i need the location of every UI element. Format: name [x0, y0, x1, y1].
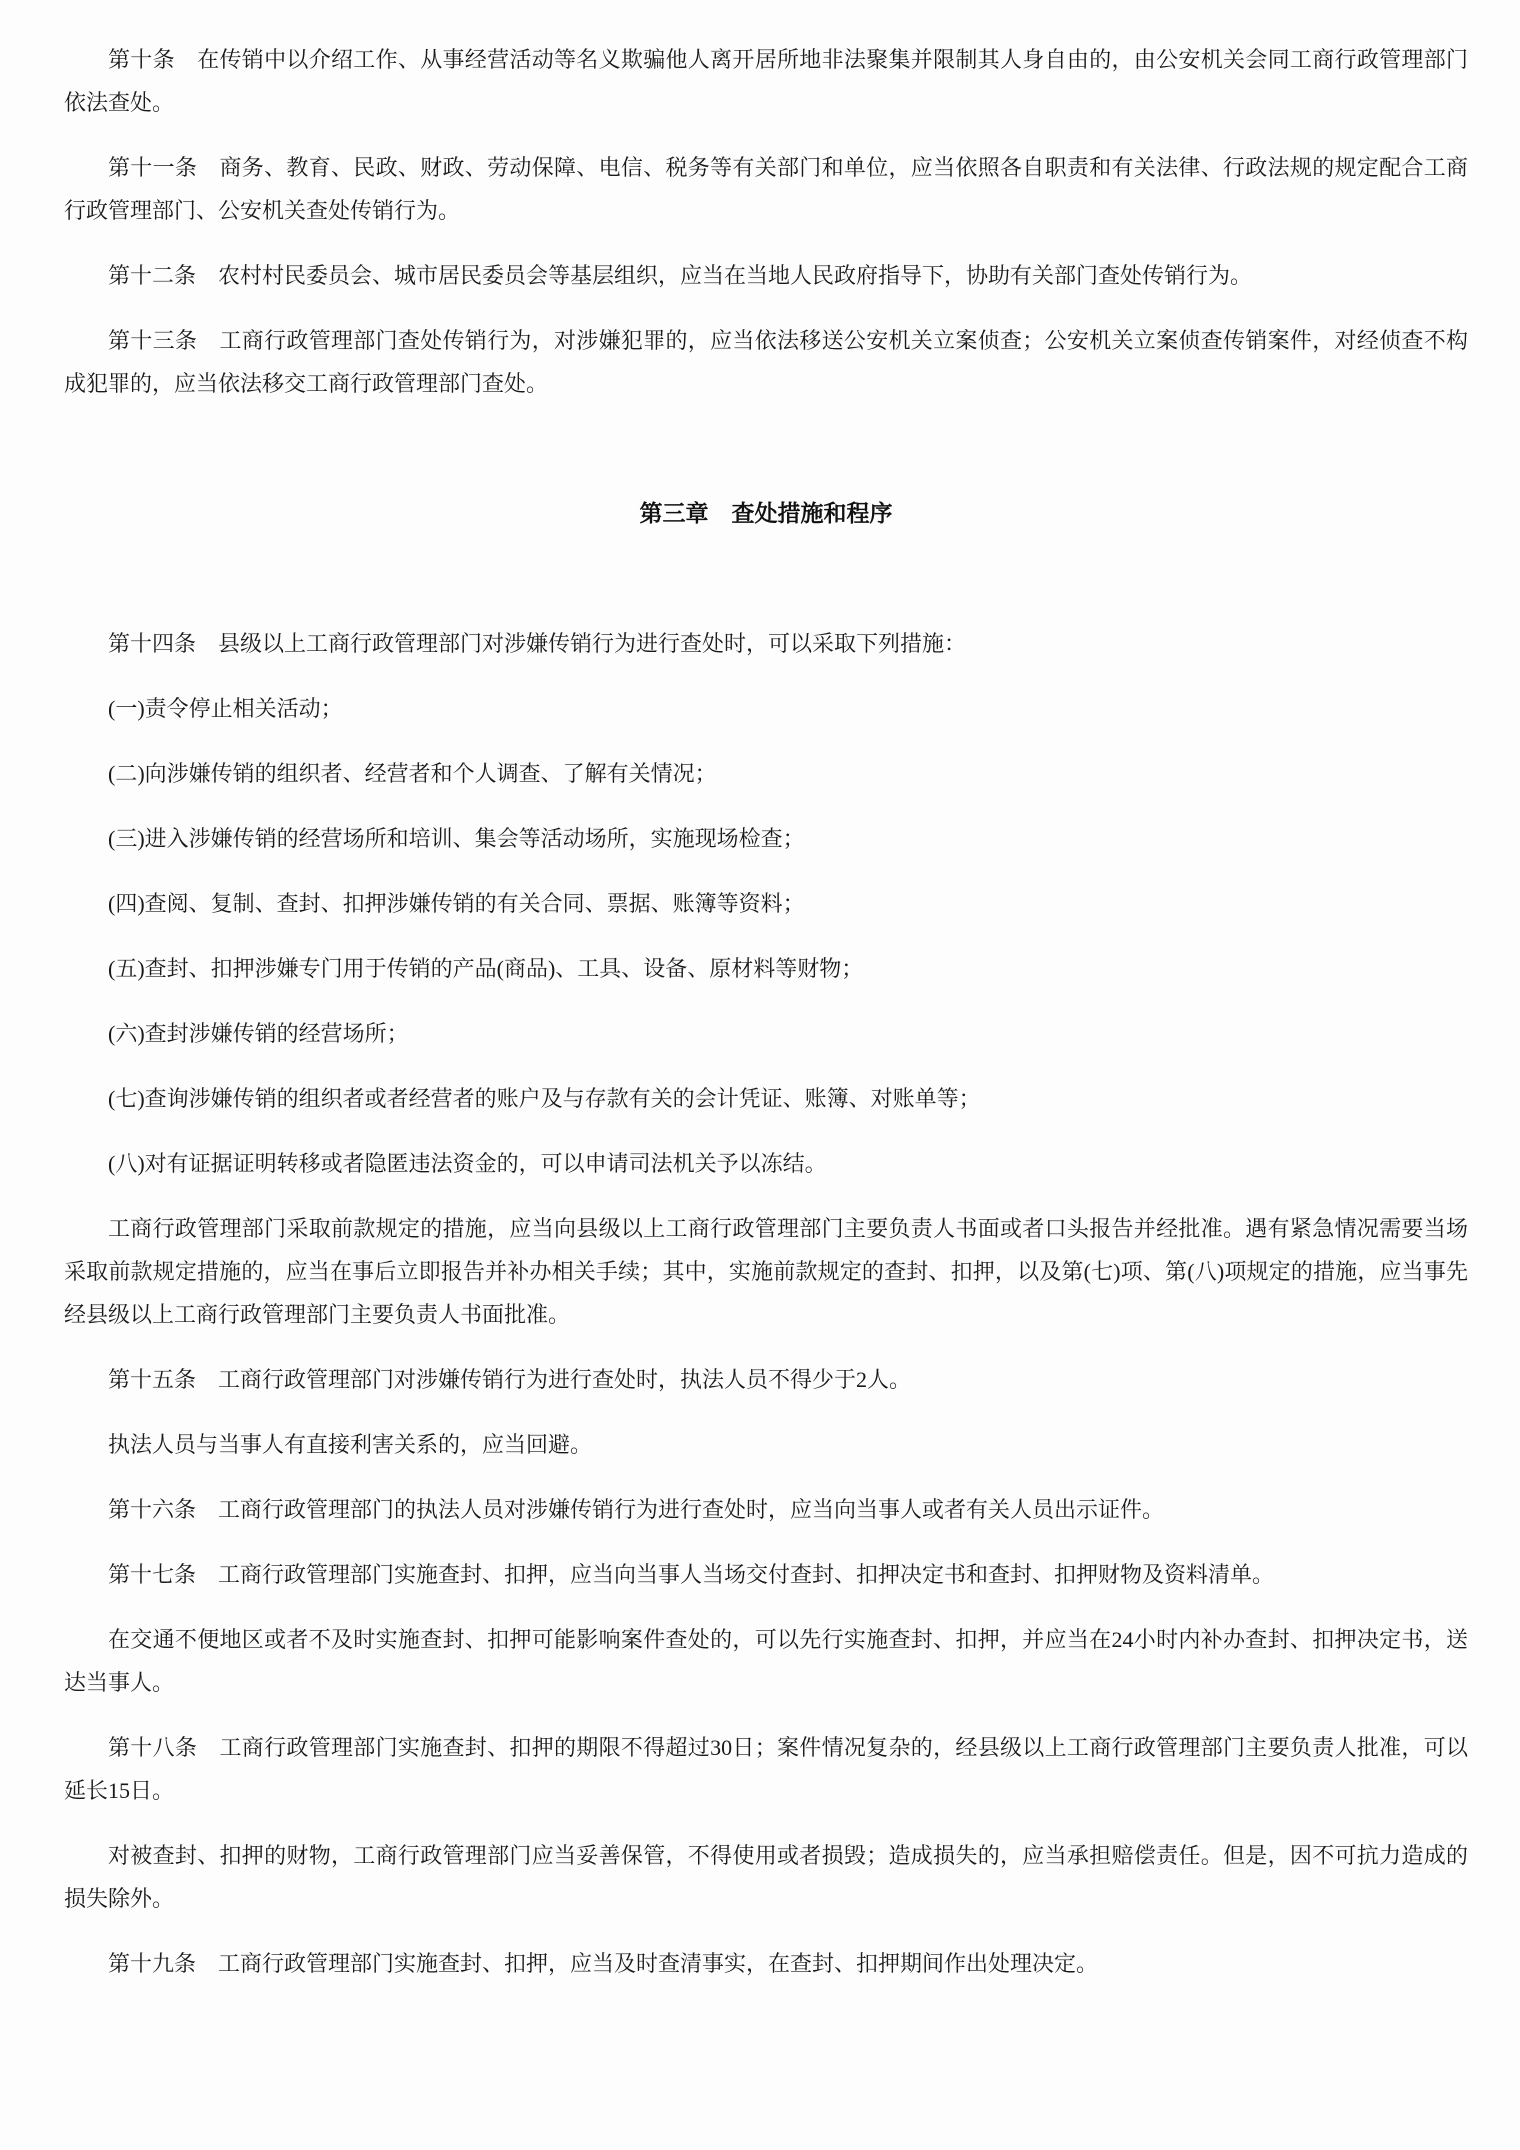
- article-13-paragraph: 第十三条 工商行政管理部门查处传销行为，对涉嫌犯罪的，应当依法移送公安机关立案侦查；公安机关立案侦查传销案件，对经侦查不构成犯罪的，应当依法移交工商行政管理部门查处。: [64, 328, 1468, 396]
- article-11-paragraph: 第十一条 商务、教育、民政、财政、劳动保障、电信、税务等有关部门和单位，应当依照各自职责和有关法律、行政法规的规定配合工商行政管理部门、公安机关查处传销行为。: [64, 155, 1468, 223]
- measure-item-3: (三)进入涉嫌传销的经营场所和培训、集会等活动场所，实施现场检查；: [108, 826, 805, 851]
- measure-item-6: (六)查封涉嫌传销的经营场所；: [108, 1021, 409, 1046]
- chapter-3-heading: 第三章 查处措施和程序: [639, 501, 893, 526]
- measure-item-7: (七)查询涉嫌传销的组织者或者经营者的账户及与存款有关的会计凭证、账簿、对账单等；: [108, 1086, 981, 1111]
- article-15-paragraph: 第十五条 工商行政管理部门对涉嫌传销行为进行查处时，执法人员不得少于2人。: [108, 1367, 912, 1392]
- article-15-paragraph-2: 执法人员与当事人有直接利害关系的，应当回避。: [108, 1432, 593, 1457]
- article-17-paragraph-2: 在交通不便地区或者不及时实施查封、扣押可能影响案件查处的，可以先行实施查封、扣押，并应当在24小时内补办查封、扣押决定书，送达当事人。: [64, 1627, 1468, 1695]
- article-14-intro-paragraph: 第十四条 县级以上工商行政管理部门对涉嫌传销行为进行查处时，可以采取下列措施：: [108, 631, 967, 656]
- measure-item-5: (五)查封、扣押涉嫌专门用于传销的产品(商品)、工具、设备、原材料等财物；: [108, 956, 864, 981]
- measure-item-1: (一)责令停止相关活动；: [108, 696, 343, 721]
- measure-item-2: (二)向涉嫌传销的组织者、经营者和个人调查、了解有关情况；: [108, 761, 717, 786]
- article-16-paragraph: 第十六条 工商行政管理部门的执法人员对涉嫌传销行为进行查处时，应当向当事人或者有关人员出示证件。: [108, 1497, 1165, 1522]
- measure-item-4: (四)查阅、复制、查封、扣押涉嫌传销的有关合同、票据、账簿等资料；: [108, 891, 805, 916]
- article-12-paragraph: 第十二条 农村村民委员会、城市居民委员会等基层组织，应当在当地人民政府指导下，协助有关部门查处传销行为。: [108, 263, 1253, 288]
- measure-item-8: (八)对有证据证明转移或者隐匿违法资金的，可以申请司法机关予以冻结。: [108, 1151, 827, 1176]
- article-18-paragraph: 第十八条 工商行政管理部门实施查封、扣押的期限不得超过30日；案件情况复杂的，经县级以上工商行政管理部门主要负责人批准，可以延长15日。: [64, 1735, 1468, 1803]
- article-18-paragraph-2: 对被查封、扣押的财物，工商行政管理部门应当妥善保管，不得使用或者损毁；造成损失的，应当承担赔偿责任。但是，因不可抗力造成的损失除外。: [64, 1843, 1468, 1911]
- article-19-paragraph: 第十九条 工商行政管理部门实施查封、扣押，应当及时查清事实，在查封、扣押期间作出处理决定。: [108, 1951, 1099, 1976]
- article-14-paragraph-2: 工商行政管理部门采取前款规定的措施，应当向县级以上工商行政管理部门主要负责人书面或者口头报告并经批准。遇有紧急情况需要当场采取前款规定措施的，应当在事后立即报告并补办相关手续；其中，实施前款规定的查封、扣押，以及第(七)项、第(八)项规定的措施，应当事先经县级以上工商行政管理部门主要负责人书面批准。: [64, 1216, 1468, 1327]
- article-10-paragraph: 第十条 在传销中以介绍工作、从事经营活动等名义欺骗他人离开居所地非法聚集并限制其人身自由的，由公安机关会同工商行政管理部门依法查处。: [64, 47, 1468, 115]
- article-17-paragraph: 第十七条 工商行政管理部门实施查封、扣押，应当向当事人当场交付查封、扣押决定书和查封、扣押财物及资料清单。: [108, 1562, 1275, 1587]
